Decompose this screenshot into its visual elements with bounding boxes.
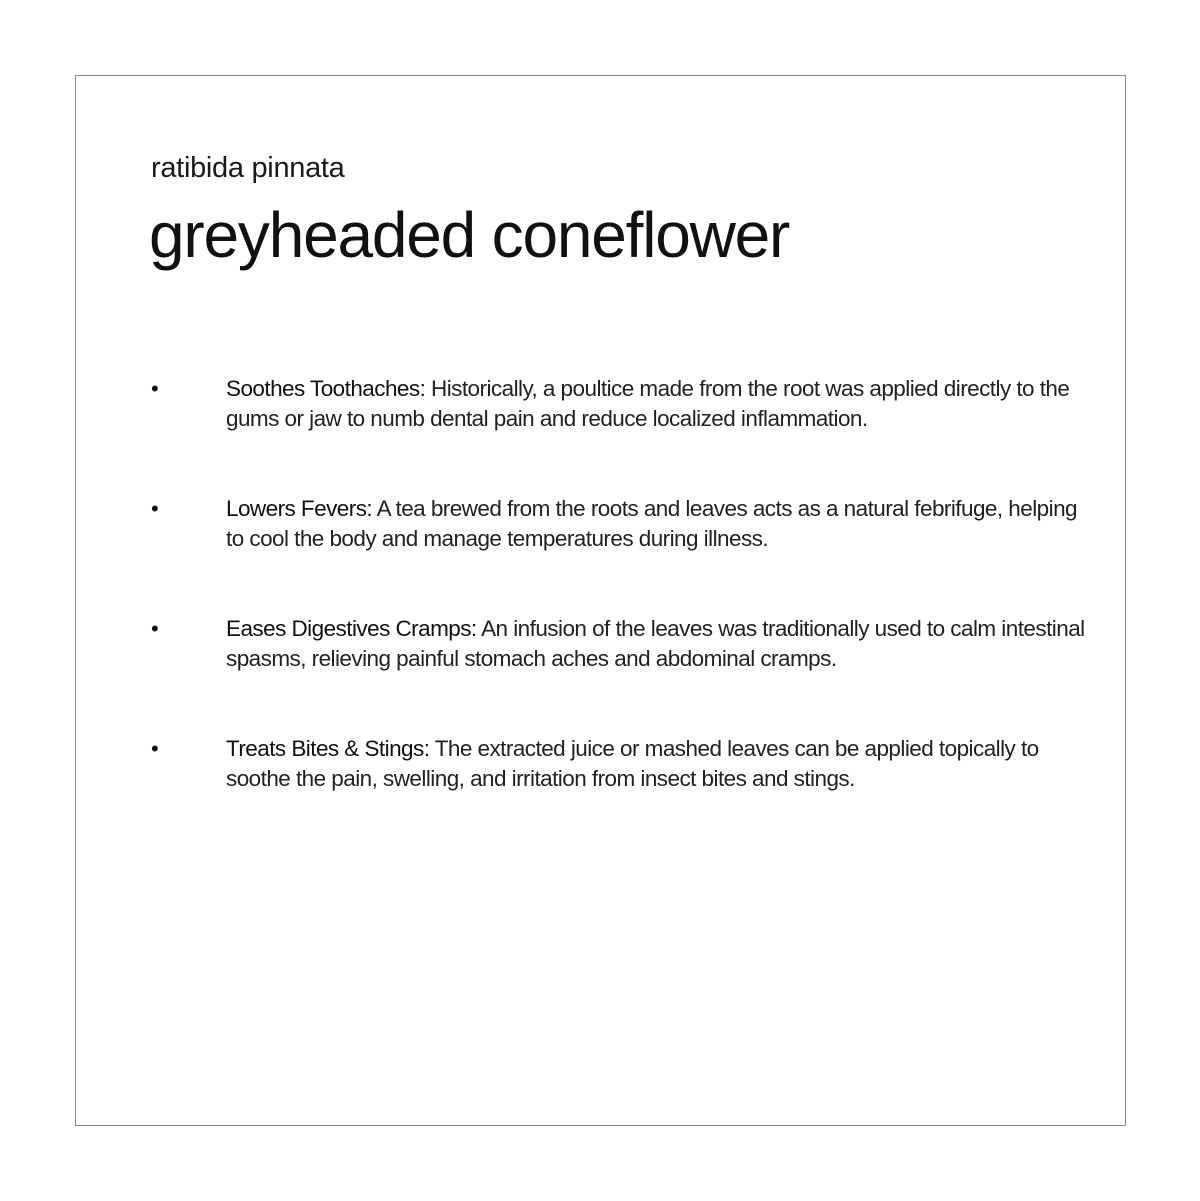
scientific-name: ratibida pinnata (151, 152, 345, 184)
benefit-text: A tea brewed from the roots and leaves acts as a natural febrifuge, helping to cool the body and manage temperatures during illness. (226, 496, 1078, 551)
benefit-text: Historically, a poultice made from the root was applied directly to the gums or jaw to numb dental pain and reduce localized inflammation. (226, 376, 1070, 431)
page-title: greyheaded coneflower (149, 199, 790, 271)
benefits-list (151, 374, 1091, 854)
benefit-title: Lowers Fevers: (226, 496, 373, 521)
list-item (151, 614, 1091, 734)
benefit-text: The extracted juice or mashed leaves can be applied topically to soothe the pain, swelling, and irritation from insect bites and stings. (226, 736, 1039, 791)
info-card (75, 75, 1126, 1126)
list-item (151, 374, 1091, 494)
bullet-icon: • (151, 616, 159, 641)
list-item (151, 494, 1091, 614)
benefit-title: Soothes Toothaches: (226, 376, 426, 401)
bullet-icon: • (151, 736, 159, 761)
benefit-text: An infusion of the leaves was traditionally used to calm intestinal spasms, relieving painful stomach aches and abdominal cramps. (226, 616, 1085, 671)
benefit-title: Eases Digestives Cramps: (226, 616, 477, 641)
benefit-title: Treats Bites & Stings: (226, 736, 430, 761)
bullet-icon: • (151, 496, 159, 521)
bullet-icon: • (151, 376, 159, 401)
list-item (151, 734, 1091, 854)
